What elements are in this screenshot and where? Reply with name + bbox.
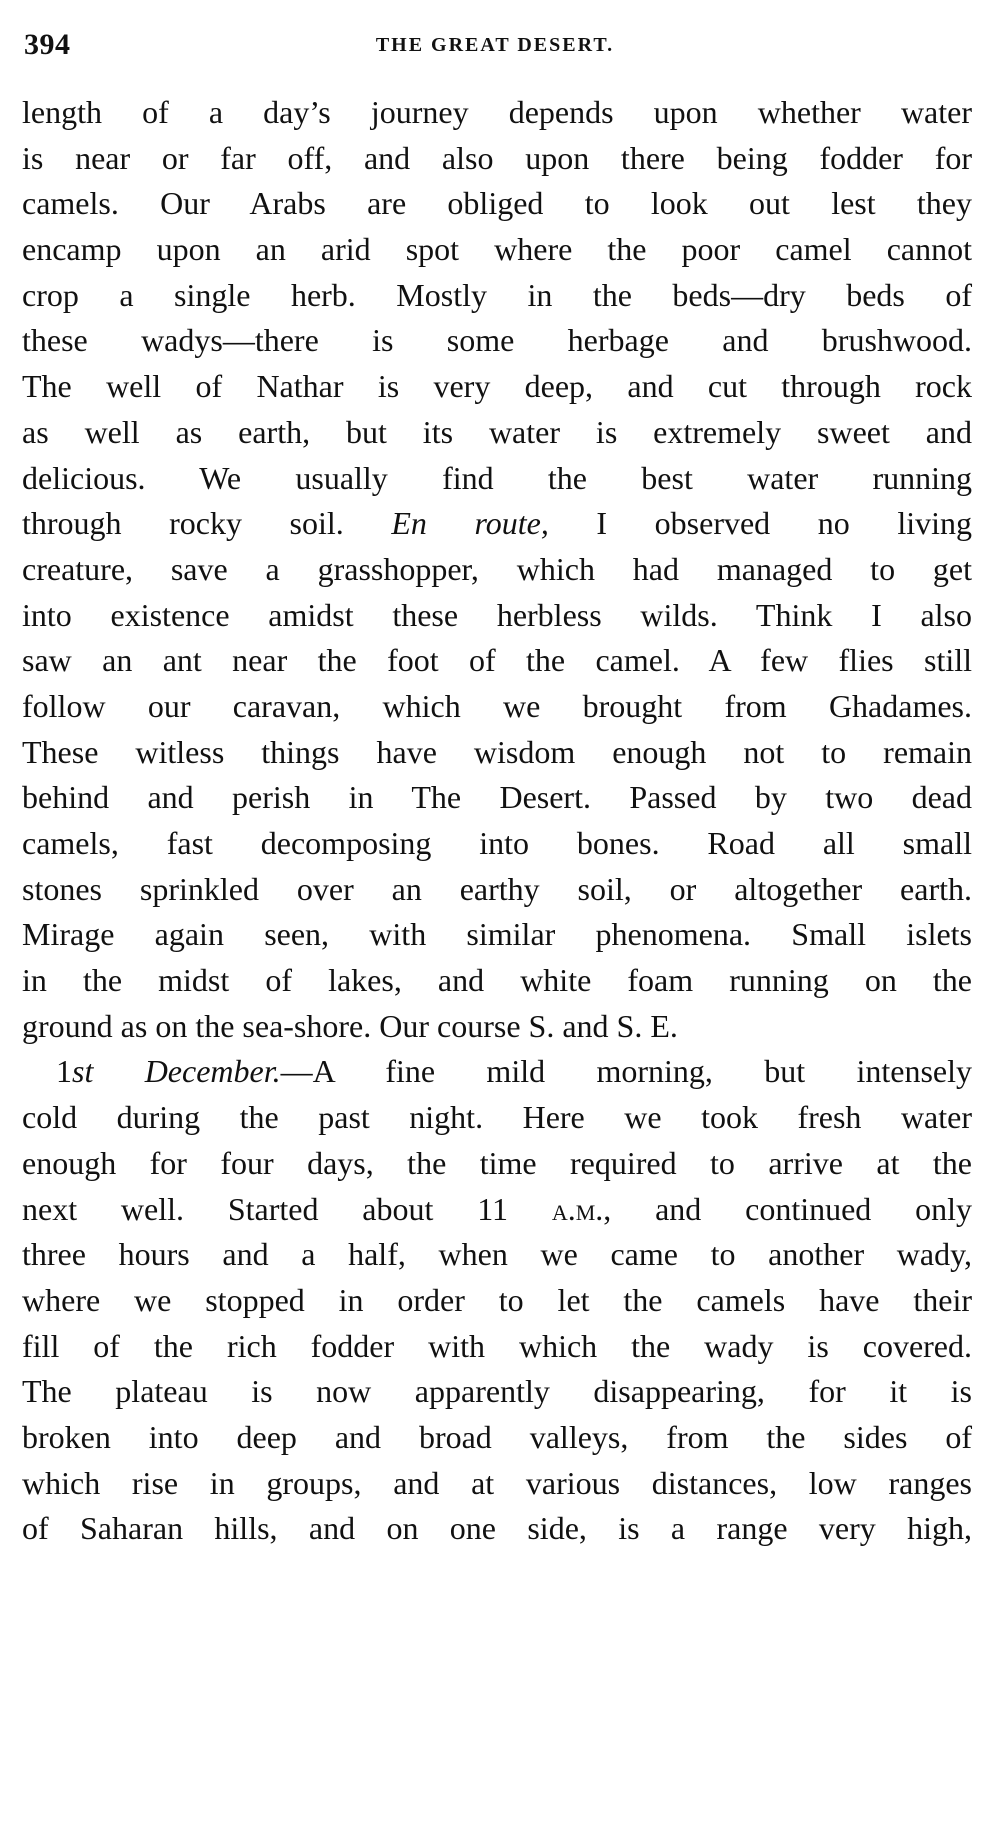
body-text [22,90,972,1552]
text-line: length of a day’s journey depends upon whether water [22,94,972,130]
text-line: creature, save a grasshopper, which had managed to get [22,550,972,587]
text-line: behind and perish in The Desert. Passed by two dead [22,779,972,816]
text-line: crop a single herb. Mostly in the beds—dry beds of [22,276,972,313]
paragraph-start-line [22,1049,972,1095]
time-abbreviation: a.m. [551,1190,604,1227]
text-segment: through rocky soil. [22,505,392,542]
text-line: of Saharan hills, and on one side, is a range very high, [22,1510,972,1547]
text-line: which rise in groups, and at various distances, low ranges [22,1464,972,1501]
text-line: in the midst of lakes, and white foam running on the [22,962,972,999]
text-line: where we stopped in order to let the camels have their [22,1281,972,1318]
paragraph-end-line: ground as on the sea-shore. Our course S. and S. E. [22,1007,678,1044]
text-line: follow our caravan, which we brought from Ghadames. [22,687,972,724]
text-line: delicious. We usually find the best water running [22,459,972,496]
text-line: enough for four days, the time required to arrive at the [22,1144,972,1181]
text-line: camels, fast decomposing into bones. Road all small [22,825,972,861]
date-heading: st December. [72,1053,281,1090]
text-line: These witless things have wisdom enough not to remain [22,733,972,770]
text-line: into existence amidst these herbless wilds. Think I also [22,596,972,633]
text-line [22,501,972,547]
text-line: broken into deep and broad valleys, from the sides of [22,1418,972,1455]
text-line: as well as earth, but its water is extremely sweet and [22,413,972,450]
text-line: The plateau is now apparently disappearing, for it is [22,1373,972,1410]
text-segment: , and continued only [603,1190,973,1227]
text-line: The well of Nathar is very deep, and cut through rock [22,368,972,405]
text-line: Mirage again seen, with similar phenomena. Small islets [22,916,972,953]
text-line: three hours and a half, when we came to another wady, [22,1236,972,1273]
text-line [22,1187,972,1233]
text-line: camels. Our Arabs are obliged to look out lest they [22,185,972,222]
text-line: encamp upon an arid spot where the poor camel cannot [22,231,972,268]
date-numeral: 1 [56,1053,72,1090]
running-head: THE GREAT DESERT. [375,34,615,56]
text-line: fill of the rich fodder with which the wady is covered. [22,1327,972,1364]
text-line: cold during the past night. Here we took fresh water [22,1099,972,1136]
text-line: saw an ant near the foot of the camel. A few flies still [22,642,972,679]
page-header [24,28,966,68]
text-segment: —A fine mild morning, but intensely [280,1053,973,1090]
text-line: these wadys—there is some herbage and brushwood. [22,322,972,359]
text-segment: I observed no living [548,505,973,542]
text-segment: next well. Started about 11 [22,1190,552,1227]
text-line: stones sprinkled over an earthy soil, or altogether earth. [22,870,972,907]
text-line: is near or far off, and also upon there being fodder for [22,139,972,176]
italic-phrase: En route, [391,505,549,542]
page-number: 394 [24,28,71,61]
